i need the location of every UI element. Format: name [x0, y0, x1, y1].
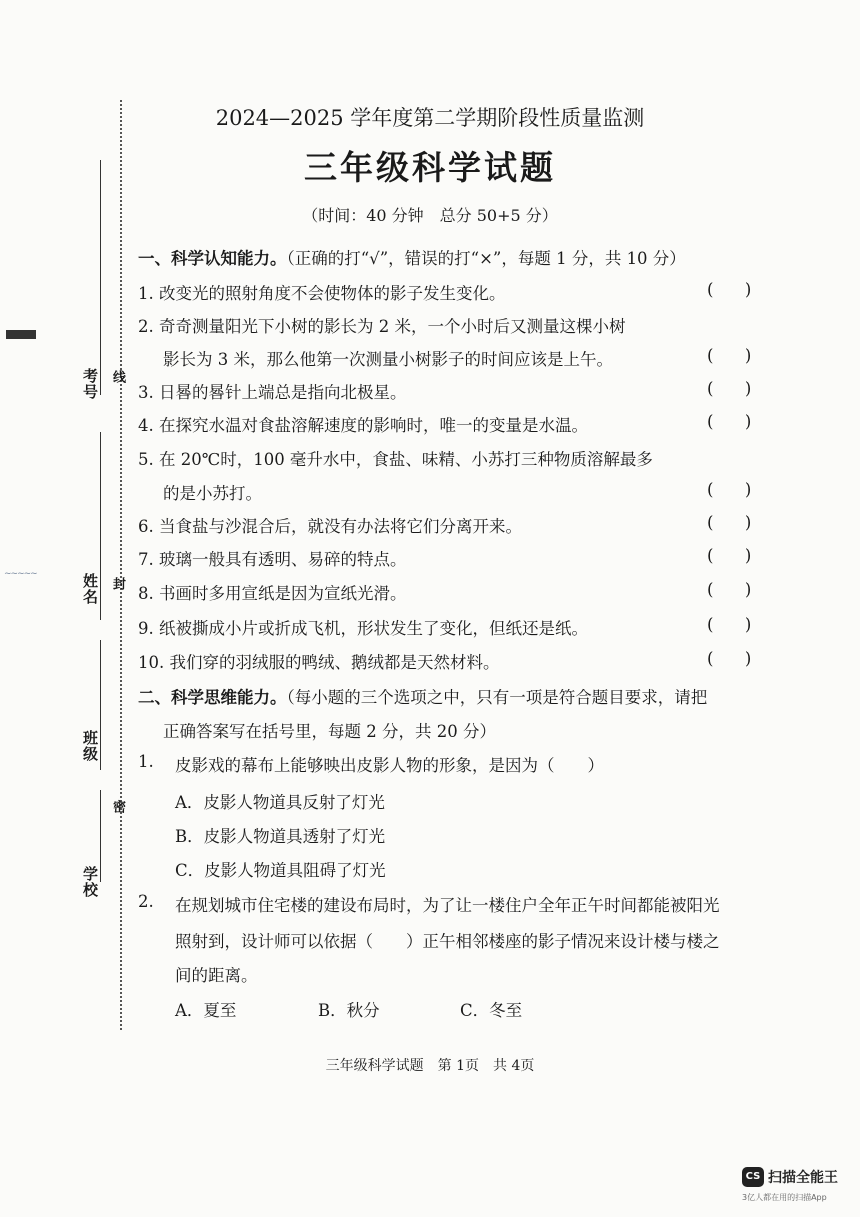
page-footer: 三年级科学试题 第 1页 共 4页 [325, 1058, 535, 1074]
edge-mark [6, 330, 36, 339]
s2-q2-line3: 间的距离。 [175, 966, 258, 985]
answer-paren-10[interactable]: ( ) [707, 649, 752, 668]
s2-q2-option-b: B．秋分 [318, 1001, 380, 1020]
s2-q2-line1: 在规划城市住宅楼的建设布局时，为了让一楼住户全年正午时间都能被阳光 [175, 896, 720, 915]
section2-note-cont: 正确答案写在括号里，每题 2 分，共 20 分） [163, 722, 496, 741]
answer-paren-6[interactable]: ( ) [707, 513, 752, 532]
section2-heading: 二、科学思维能力。 [138, 688, 287, 707]
s1-item-2-cont: 影长为 3 米，那么他第一次测量小树影子的时间应该是上午。 [163, 350, 613, 369]
section1-note: （正确的打“√”，错误的打“×”，每题 1 分，共 10 分） [286, 249, 686, 268]
answer-paren-2[interactable]: ( ) [707, 346, 752, 365]
banji-label: 班级 [81, 730, 99, 762]
answer-paren-3[interactable]: ( ) [707, 379, 752, 398]
s1-item-9: 9. 纸被撕成小片或折成飞机，形状发生了变化，但纸还是纸。 [138, 619, 588, 638]
answer-paren-5[interactable]: ( ) [707, 480, 752, 499]
s2-q2-line2: 照射到，设计师可以依据（ ）正午相邻楼座的影子情况来设计楼与楼之 [175, 932, 720, 951]
kaohao-line [100, 160, 101, 395]
answer-paren-1[interactable]: ( ) [707, 280, 752, 299]
answer-paren-4[interactable]: ( ) [707, 412, 752, 431]
s1-item-2: 2. 奇奇测量阳光下小树的影长为 2 米，一个小时后又测量这棵小树 [138, 317, 626, 336]
camscanner-logo-icon: CS [742, 1167, 764, 1187]
s2-q1-text: 皮影戏的幕布上能够映出皮影人物的形象，是因为（ ） [175, 756, 604, 775]
s2-q1-option-b: B．皮影人物道具透射了灯光 [175, 827, 386, 846]
xuexiao-label: 学校 [81, 866, 99, 898]
s1-item-5-cont: 的是小苏打。 [163, 484, 262, 503]
section2-note: （每小题的三个选项之中，只有一项是符合题目要求，请把 [286, 688, 708, 707]
kaohao-label: 考号 [81, 368, 99, 400]
exam-session: 2024—2025 学年度第二学期阶段性质量监测 [215, 106, 645, 130]
camscanner-tagline: 3亿人都在用的扫描App [742, 1193, 827, 1202]
s1-item-7: 7. 玻璃一般具有透明、易碎的特点。 [138, 550, 407, 569]
feng-label: 封 [110, 577, 125, 591]
exam-meta: （时间：40 分钟 总分 50+5 分） [302, 206, 558, 225]
xingming-label: 姓名 [81, 573, 99, 605]
s2-q2-option-a: A．夏至 [175, 1001, 237, 1020]
s1-item-4: 4. 在探究水温对食盐溶解速度的影响时，唯一的变量是水温。 [138, 416, 588, 435]
s2-q1-option-c: C．皮影人物道具阻碍了灯光 [175, 861, 386, 880]
s1-item-5: 5. 在 20℃时，100 毫升水中，食盐、味精、小苏打三种物质溶解最多 [138, 450, 653, 469]
section2-header [138, 684, 707, 708]
answer-paren-8[interactable]: ( ) [707, 580, 752, 599]
s1-item-1: 1. 改变光的照射角度不会使物体的影子发生变化。 [138, 284, 506, 303]
s2-q1-number: 1. [138, 752, 154, 771]
s1-item-6: 6. 当食盐与沙混合后，就没有办法将它们分离开来。 [138, 517, 522, 536]
binding-dashed-line [120, 100, 122, 1030]
section1-header [138, 245, 686, 269]
section1-heading: 一、科学认知能力。 [138, 249, 287, 268]
exam-title: 三年级科学试题 [304, 148, 556, 187]
s2-q1-option-a: A．皮影人物道具反射了灯光 [175, 793, 385, 812]
answer-paren-7[interactable]: ( ) [707, 546, 752, 565]
camscanner-name: 扫描全能王 [768, 1170, 838, 1186]
s2-q2-option-c: C．冬至 [460, 1001, 523, 1020]
s2-q2-number: 2. [138, 892, 154, 911]
edge-scribble: ~~~~~ [4, 569, 37, 579]
answer-paren-9[interactable]: ( ) [707, 615, 752, 634]
s1-item-3: 3. 日晷的晷针上端总是指向北极星。 [138, 383, 407, 402]
mi-label: 密 [110, 800, 125, 814]
xian-label: 线 [110, 370, 125, 384]
s1-item-10: 10. 我们穿的羽绒服的鸭绒、鹅绒都是天然材料。 [138, 653, 500, 672]
s1-item-8: 8. 书画时多用宣纸是因为宣纸光滑。 [138, 584, 407, 603]
